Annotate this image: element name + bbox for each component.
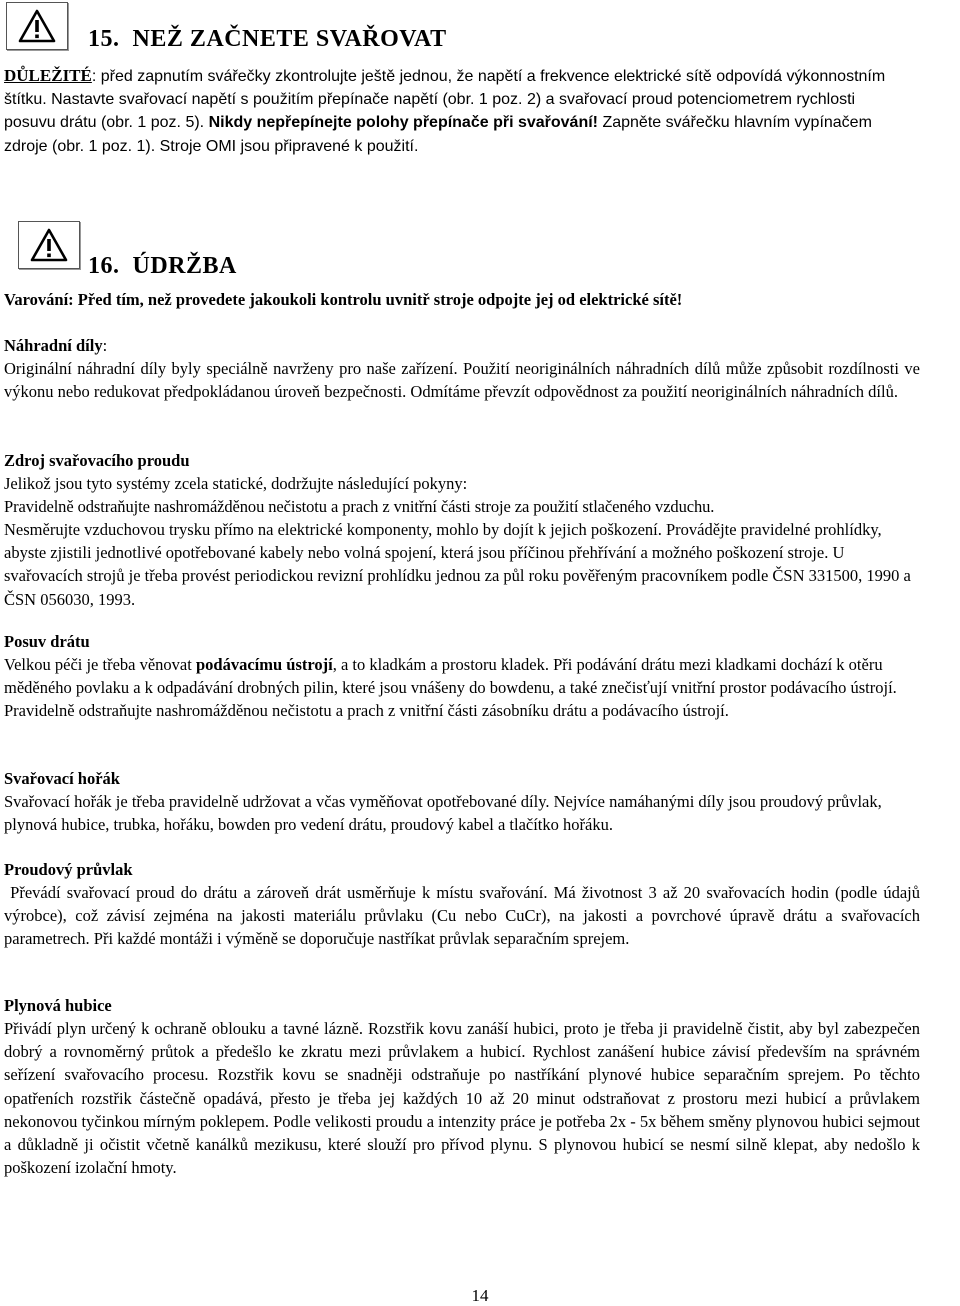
section-title: NEŽ ZAČNETE SVAŘOVAT [132,26,447,52]
section-16-heading [88,253,237,280]
warning-triangle-icon [29,227,69,263]
warning-sign-box [18,221,80,269]
wire-feed-text-a: Velkou péči je třeba věnovat [4,655,196,674]
section-number: 15. [88,26,120,52]
torch-text: Svařovací hořák je třeba pravidelně udržovat a včas vyměňovat opotřebované díly. Nejvíce namáhanými díly jsou proudový průvlak, plynová hubice, trubka, hořáku, bowden pro vedení drátu, proudový kabel a tlačítko hořáku. [4,792,882,835]
heading-colon: : [102,336,108,355]
wire-feed-text-b: , a to kladkám a prostoru kladek. Při podávání drátu mezi kladkami dochází k otěru měděného povlaku a k odpadávání drobných pilin, které jsou vnášeny do bowdenu, a také znečisťují vnitřní prostor podávacího ústrojí. Pravidelně odstraňujte nashromážděnou nečistotu a prach z vnitřní části zásobníku drátu a podávacího ústrojí. [4,655,897,721]
power-source-text: Nesměrujte vzduchovou trysku přímo na elektrické komponenty, mohlo by dojít k jejich poškození. Provádějte pravidelné prohlídky, abyste zjistili jednotlivé opotřebované kabely nebo volná spojení, která jsou příčinou přehřívání a možného poškození stroje. U svařovacích strojů je třeba provést periodickou revizní prohlídku jednou za půl roku pověřeným pracovníkem podle ČSN 331500, 1990 a ČSN 056030, 1993. [4,520,911,609]
page-number: 14 [471,1286,489,1305]
important-label: DŮLEŽITÉ [4,66,92,85]
gas-nozzle-text: Přivádí plyn určený k ochraně oblouku a tavné lázně. Rozstřik kovu zanáší hubici, proto je třeba ji pravidelně čistit, aby byl zabezpečen dobrý a rovnoměrný průtok a předešlo ke zkratu mezi průvlakem a hubicí. Rychlost zanášení hubice závisí především na správném seřízení svařovacího procesu. Rozstřik kovu se snadněji odstraňuje po nastříkání plynové hubice separačním sprejem. Po těchto opatřeních rozstřik částečně opadává, přesto je třeba jej každých 10 až 20 minut odstraňovat z prostoru mezi hubicí a průvlakem nekonovou tyčinkou mírným poklepem. Podle velikosti proudu a intenzity práce je potřeba 2x - 5x během směny plynovou hubici sejmout a důkladně ji očistit včetně kanálků mezikusu, které slouží pro přívod plynu. S plynovou hubicí se nesmí silně klepat, aby nedošlo k poškození izolační hmoty. [4,1019,920,1178]
section-number: 16. [88,253,120,279]
feeder-emphasis: podávacímu ústrojí [195,655,333,674]
power-source-heading: Zdroj svařovacího proudu [4,451,190,470]
contact-tip-text: Převádí svařovací proud do drátu a zároveň drát usměrňuje k místu svařování. Má životnost 3 až 20 svařovacích hodin (podle údajů výrobce), což závisí zejména na jakosti materiálu průvlaku (Cu nebo CuCr), na jakosti a povrchové úpravě drátu a svařovacích parametrech. Při každé montáži i výměně se doporučuje nastříkat průvlak separačním sprejem. [4,883,925,949]
torch-heading: Svařovací hořák [4,769,120,788]
power-source-line-1: Jelikož jsou tyto systémy zcela statické, dodržujte následující pokyny: [4,474,468,493]
wire-feed-text [4,653,916,723]
section-15-text-2: Zapněte svářečku hlavním vypínačem zdroje (obr. 1 poz. 1). Stroje OMI jsou připravené k použití. [4,114,872,155]
switch-warning: Nikdy nepřepínejte polohy přepínače při svařování! [208,114,598,132]
maintenance-warning: Varování: Před tím, než provedete jakoukoli kontrolu uvnitř stroje odpojte jej od elektrické sítě! [4,290,683,309]
spare-parts-heading: Náhradní díly [4,336,103,355]
spare-parts-text: Originální náhradní díly byly speciálně navrženy pro naše zařízení. Použití neoriginálních náhradních dílů může způsobit rozdílnosti ve výkonu nebo redukovat předpokládanou úroveň bezpečnosti. Odmítáme převzít odpovědnost za použití neoriginálních náhradních dílů. [4,359,920,402]
warning-sign-box [6,2,68,50]
section-15-text-1: : před zapnutím svářečky zkontrolujte ještě jednou, že napětí a frekvence elektrické sítě odpovídá výkonnostním štítku. Nastavte svařovací napětí s použitím přepínače napětí (obr. 1 poz. 2) a svařovací proud potenciometrem rychlosti posuvu drátu (obr. 1 poz. 5). [4,68,886,132]
spare-parts-block [4,334,920,357]
section-title: ÚDRŽBA [132,253,237,279]
wire-feed-heading: Posuv drátu [4,632,90,651]
contact-tip-heading: Proudový průvlak [4,860,133,879]
section-15-body [4,64,904,158]
warning-triangle-icon [17,8,57,44]
section-15-heading [88,26,447,53]
power-source-line-2: Pravidelně odstraňujte nashromážděnou nečistotu a prach z vnitřní části stroje za použití stlačeného vzduchu. [4,497,715,516]
gas-nozzle-heading: Plynová hubice [4,996,112,1015]
